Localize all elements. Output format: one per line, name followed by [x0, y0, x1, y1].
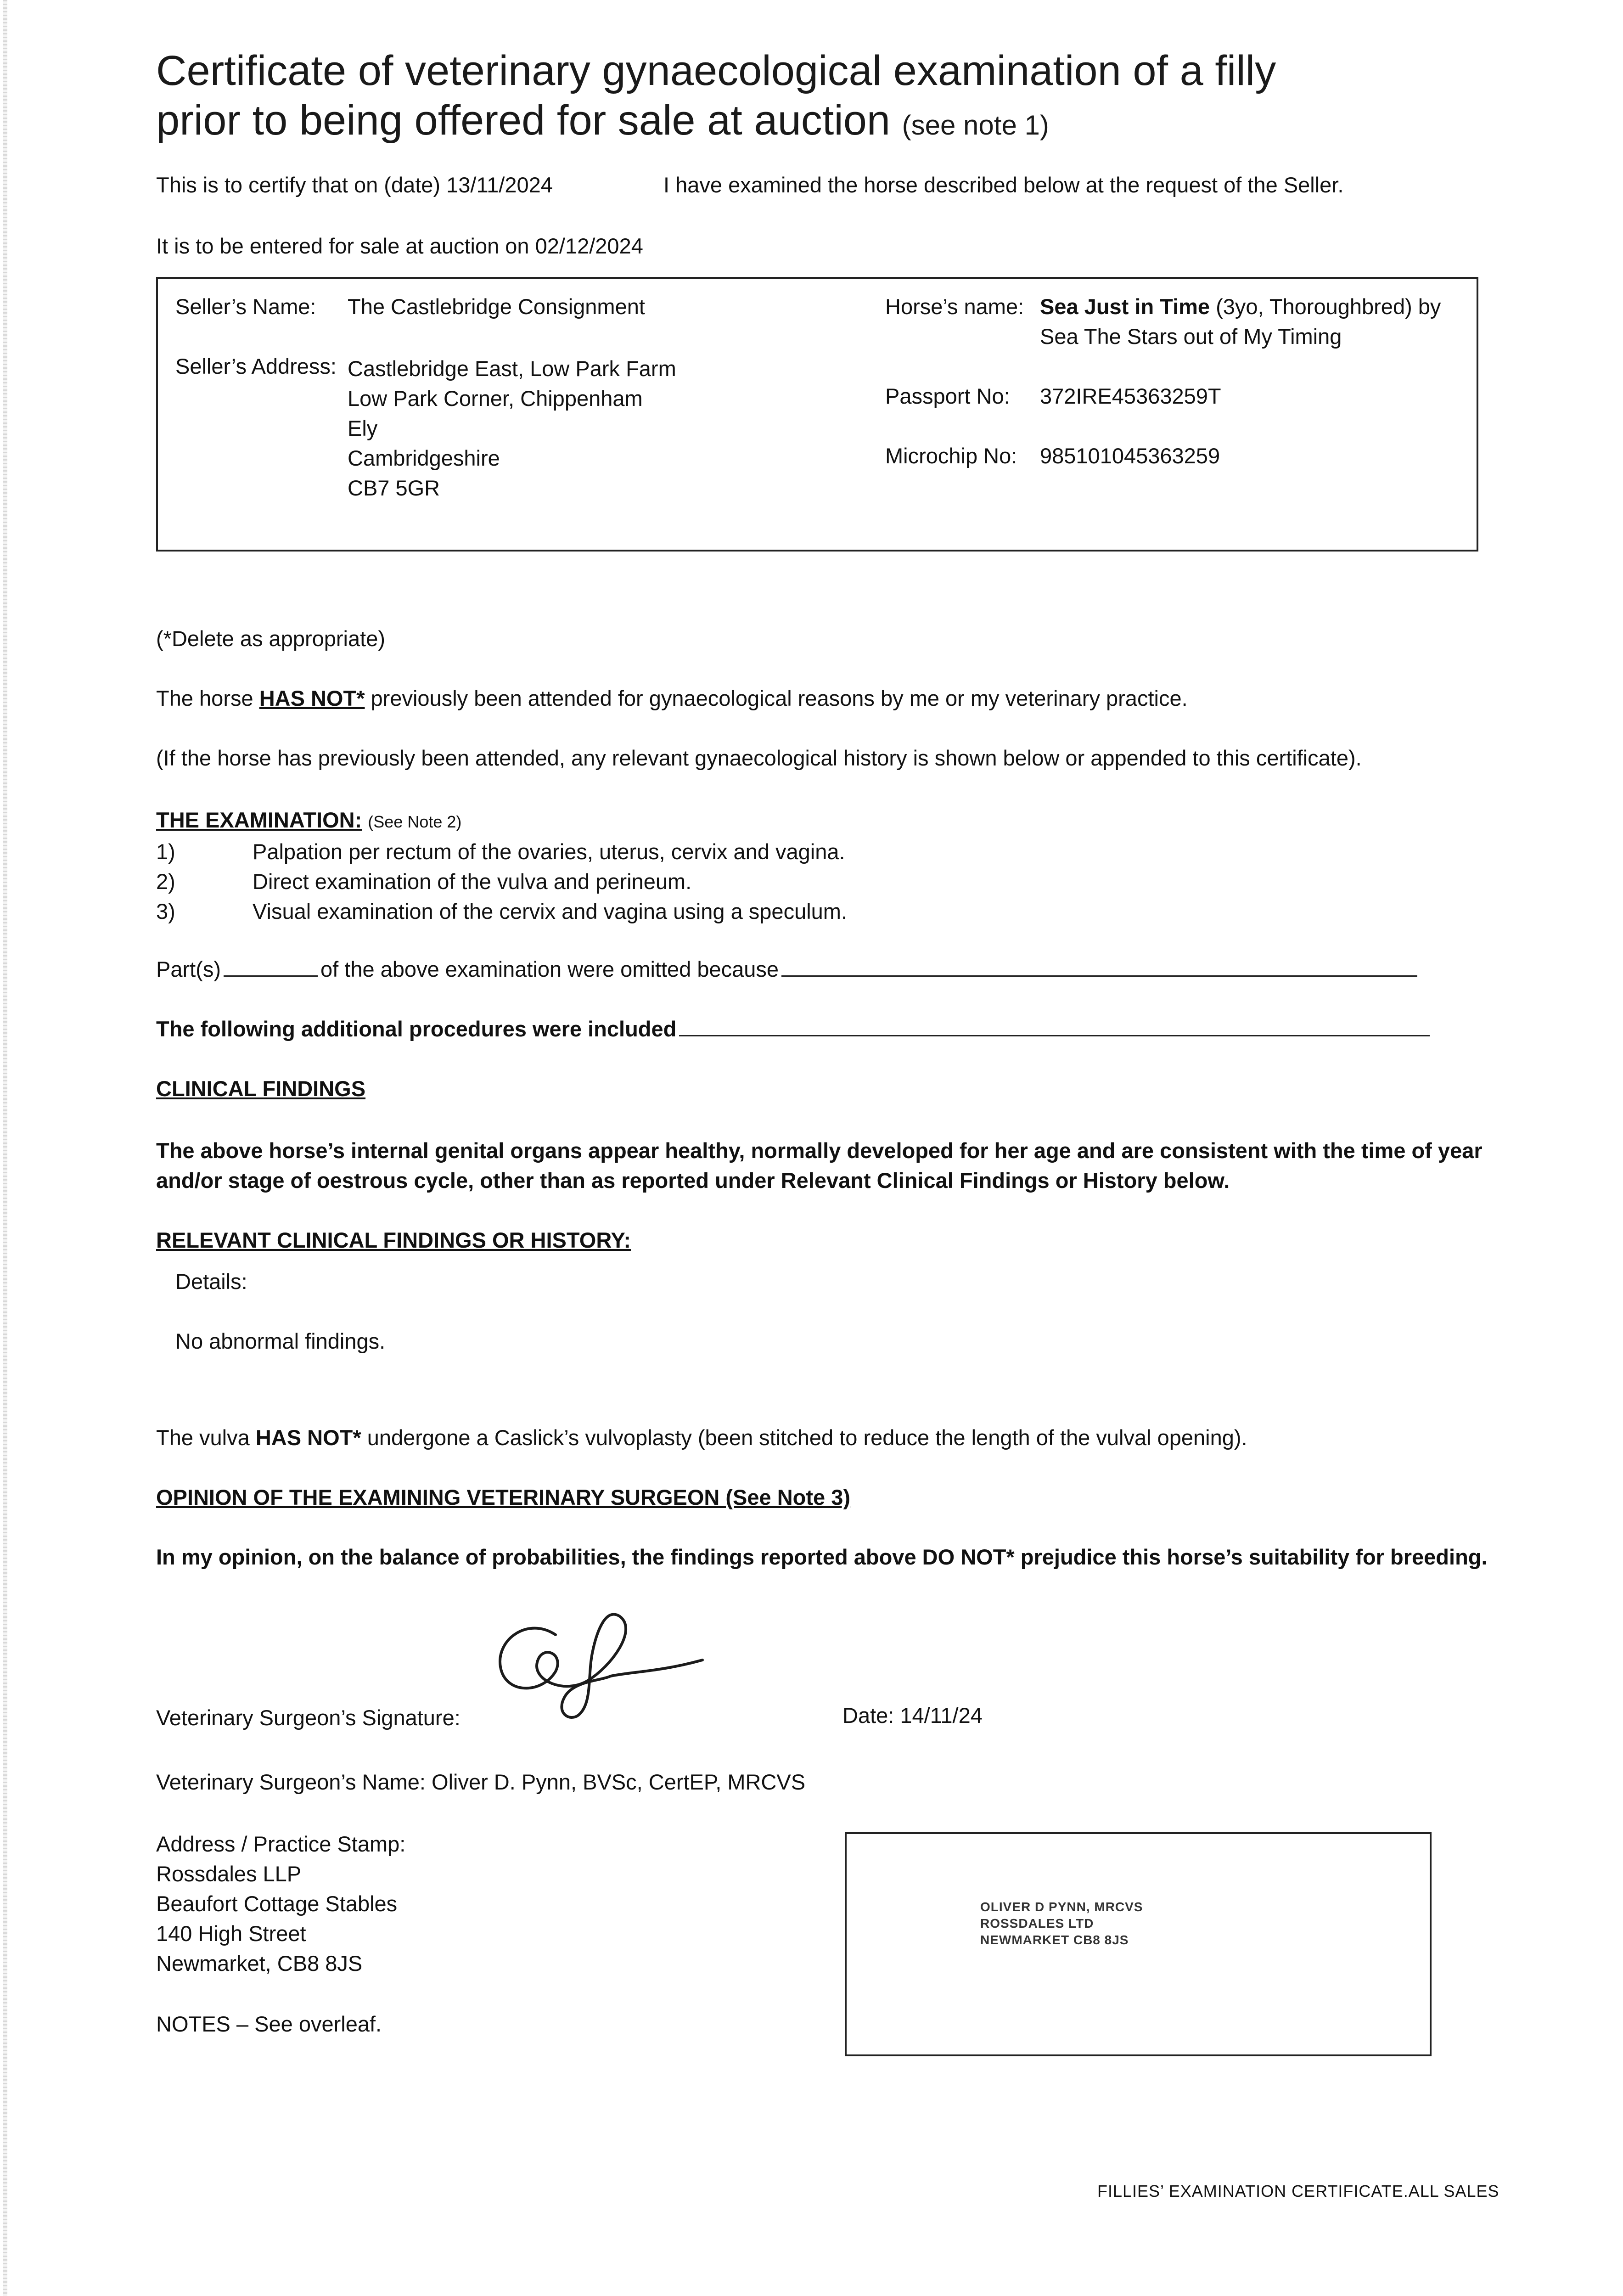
delete-note: (*Delete as appropriate) — [156, 626, 385, 651]
clinical-heading: CLINICAL FINDINGS — [156, 1076, 366, 1101]
list-item-text: Palpation per rectum of the ovaries, uterus, cervix and vagina. — [253, 839, 845, 864]
clinical-statement-line: The above horse’s internal genital organs appear healthy, normally developed for her age and are consistent with the time of year — [156, 1138, 1483, 1163]
seller-address-line: Cambridgeshire — [348, 446, 500, 470]
relevant-findings-heading: RELEVANT CLINICAL FINDINGS OR HISTORY: — [156, 1228, 631, 1252]
horse-name-details: (3yo, Thoroughbred) by — [1216, 294, 1441, 319]
practice-address-label: Address / Practice Stamp: — [156, 1832, 406, 1856]
horse-pedigree: Sea The Stars out of My Timing — [1040, 324, 1342, 349]
caslick-status: HAS NOT* — [255, 1425, 361, 1450]
page-title — [156, 46, 1276, 150]
practice-address — [156, 1829, 405, 1978]
seller-address — [348, 354, 676, 503]
list-item-text: Direct examination of the vulva and perineum. — [253, 869, 692, 894]
signature-image — [487, 1603, 725, 1722]
horse-name-bold: Sea Just in Time — [1040, 294, 1210, 319]
list-item — [156, 837, 847, 867]
omitted-mid: of the above examination were omitted because — [320, 957, 779, 981]
surgeon-name-label: Veterinary Surgeon’s Name: — [156, 1770, 426, 1794]
caslick-suffix: undergone a Caslick’s vulvoplasty (been stitched to reduce the length of the vulval opening). — [367, 1425, 1247, 1450]
title-line-1: Certificate of veterinary gynaecological examination of a filly — [156, 47, 1276, 94]
caslick-line — [156, 1425, 1247, 1451]
certify-request-line: I have examined the horse described below at the request of the Seller. — [663, 173, 1344, 197]
list-item-text: Visual examination of the cervix and vagina using a speculum. — [253, 899, 848, 923]
surgeon-name: Oliver D. Pynn, BVSc, CertEP, MRCVS — [432, 1770, 806, 1794]
examination-heading — [156, 807, 461, 833]
examination-heading-text: THE EXAMINATION: — [156, 808, 362, 832]
attendance-line — [156, 686, 1188, 711]
attendance-suffix: previously been attended for gynaecological reasons by me or my veterinary practice. — [371, 686, 1188, 710]
attendance-status: HAS NOT* — [259, 686, 365, 710]
horse-name — [1040, 294, 1441, 320]
caslick-prefix: The vulva — [156, 1425, 250, 1450]
seller-address-line: Low Park Corner, Chippenham — [348, 386, 643, 411]
title-note: (see note 1) — [902, 110, 1049, 141]
microchip-number: 985101045363259 — [1040, 444, 1220, 468]
surgeon-name-line — [156, 1769, 805, 1795]
omitted-prefix: Part(s) — [156, 957, 221, 981]
opinion-statement: In my opinion, on the balance of probabilities, the findings reported above DO NOT* prejudice this horse’s suitability for breeding. — [156, 1545, 1488, 1569]
omitted-line — [156, 957, 1420, 982]
list-item-number: 2) — [156, 869, 175, 894]
signature-date: Date: 14/11/24 — [842, 1703, 983, 1728]
opinion-heading: OPINION OF THE EXAMINING VETERINARY SURGEON (See Note 3) — [156, 1485, 851, 1509]
seller-address-label: Seller’s Address: — [175, 354, 337, 378]
list-item-number: 3) — [156, 899, 175, 923]
notes-line: NOTES – See overleaf. — [156, 2012, 382, 2036]
signature-label: Veterinary Surgeon’s Signature: — [156, 1705, 461, 1730]
examination-heading-note: (See Note 2) — [368, 812, 462, 831]
omitted-parts-field[interactable] — [224, 957, 318, 977]
details-label: Details: — [175, 1269, 247, 1294]
passport-label: Passport No: — [885, 384, 1010, 408]
history-note: (If the horse has previously been attended, any relevant gynaecological history is shown below or appended to this certificate). — [156, 746, 1362, 770]
seller-address-line: Ely — [348, 416, 378, 440]
details-text: No abnormal findings. — [175, 1329, 386, 1353]
practice-address-line: Rossdales LLP — [156, 1862, 302, 1886]
stamp-line: NEWMARKET CB8 8JS — [980, 1933, 1129, 1947]
additional-label: The following additional procedures were included — [156, 1017, 677, 1041]
horse-name-label: Horse’s name: — [885, 294, 1024, 319]
examination-list — [156, 837, 847, 926]
title-line-2 — [156, 96, 1276, 150]
additional-procedures-field[interactable] — [679, 1017, 1430, 1036]
certify-date-line: This is to certify that on (date) 13/11/2024 — [156, 173, 553, 197]
additional-line — [156, 1016, 1432, 1042]
microchip-label: Microchip No: — [885, 444, 1017, 468]
scan-edge — [3, 0, 7, 2296]
stamp-line: OLIVER D PYNN, MRCVS — [980, 1900, 1143, 1914]
clinical-statement — [156, 1136, 1483, 1195]
practice-address-line: Newmarket, CB8 8JS — [156, 1951, 363, 1975]
auction-date-line: It is to be entered for sale at auction on 02/12/2024 — [156, 234, 643, 258]
footer-label: FILLIES’ EXAMINATION CERTIFICATE.ALL SALES — [1097, 2182, 1499, 2200]
attendance-prefix: The horse — [156, 686, 253, 710]
practice-stamp — [980, 1899, 1143, 1948]
omitted-reason-field[interactable] — [781, 957, 1417, 977]
seller-name-label: Seller’s Name: — [175, 294, 316, 319]
practice-address-line: Beaufort Cottage Stables — [156, 1891, 398, 1916]
passport-number: 372IRE45363259T — [1040, 384, 1221, 408]
list-item — [156, 867, 847, 896]
seller-address-line: CB7 5GR — [348, 476, 440, 500]
practice-address-line: 140 High Street — [156, 1921, 306, 1946]
stamp-line: ROSSDALES LTD — [980, 1916, 1094, 1930]
list-item-number: 1) — [156, 839, 175, 864]
list-item — [156, 896, 847, 926]
seller-address-line: Castlebridge East, Low Park Farm — [348, 356, 676, 381]
title-line-2-text: prior to being offered for sale at auction — [156, 97, 891, 144]
clinical-statement-line: and/or stage of oestrous cycle, other than as reported under Relevant Clinical Findings or History below. — [156, 1168, 1230, 1193]
seller-name: The Castlebridge Consignment — [348, 294, 645, 319]
